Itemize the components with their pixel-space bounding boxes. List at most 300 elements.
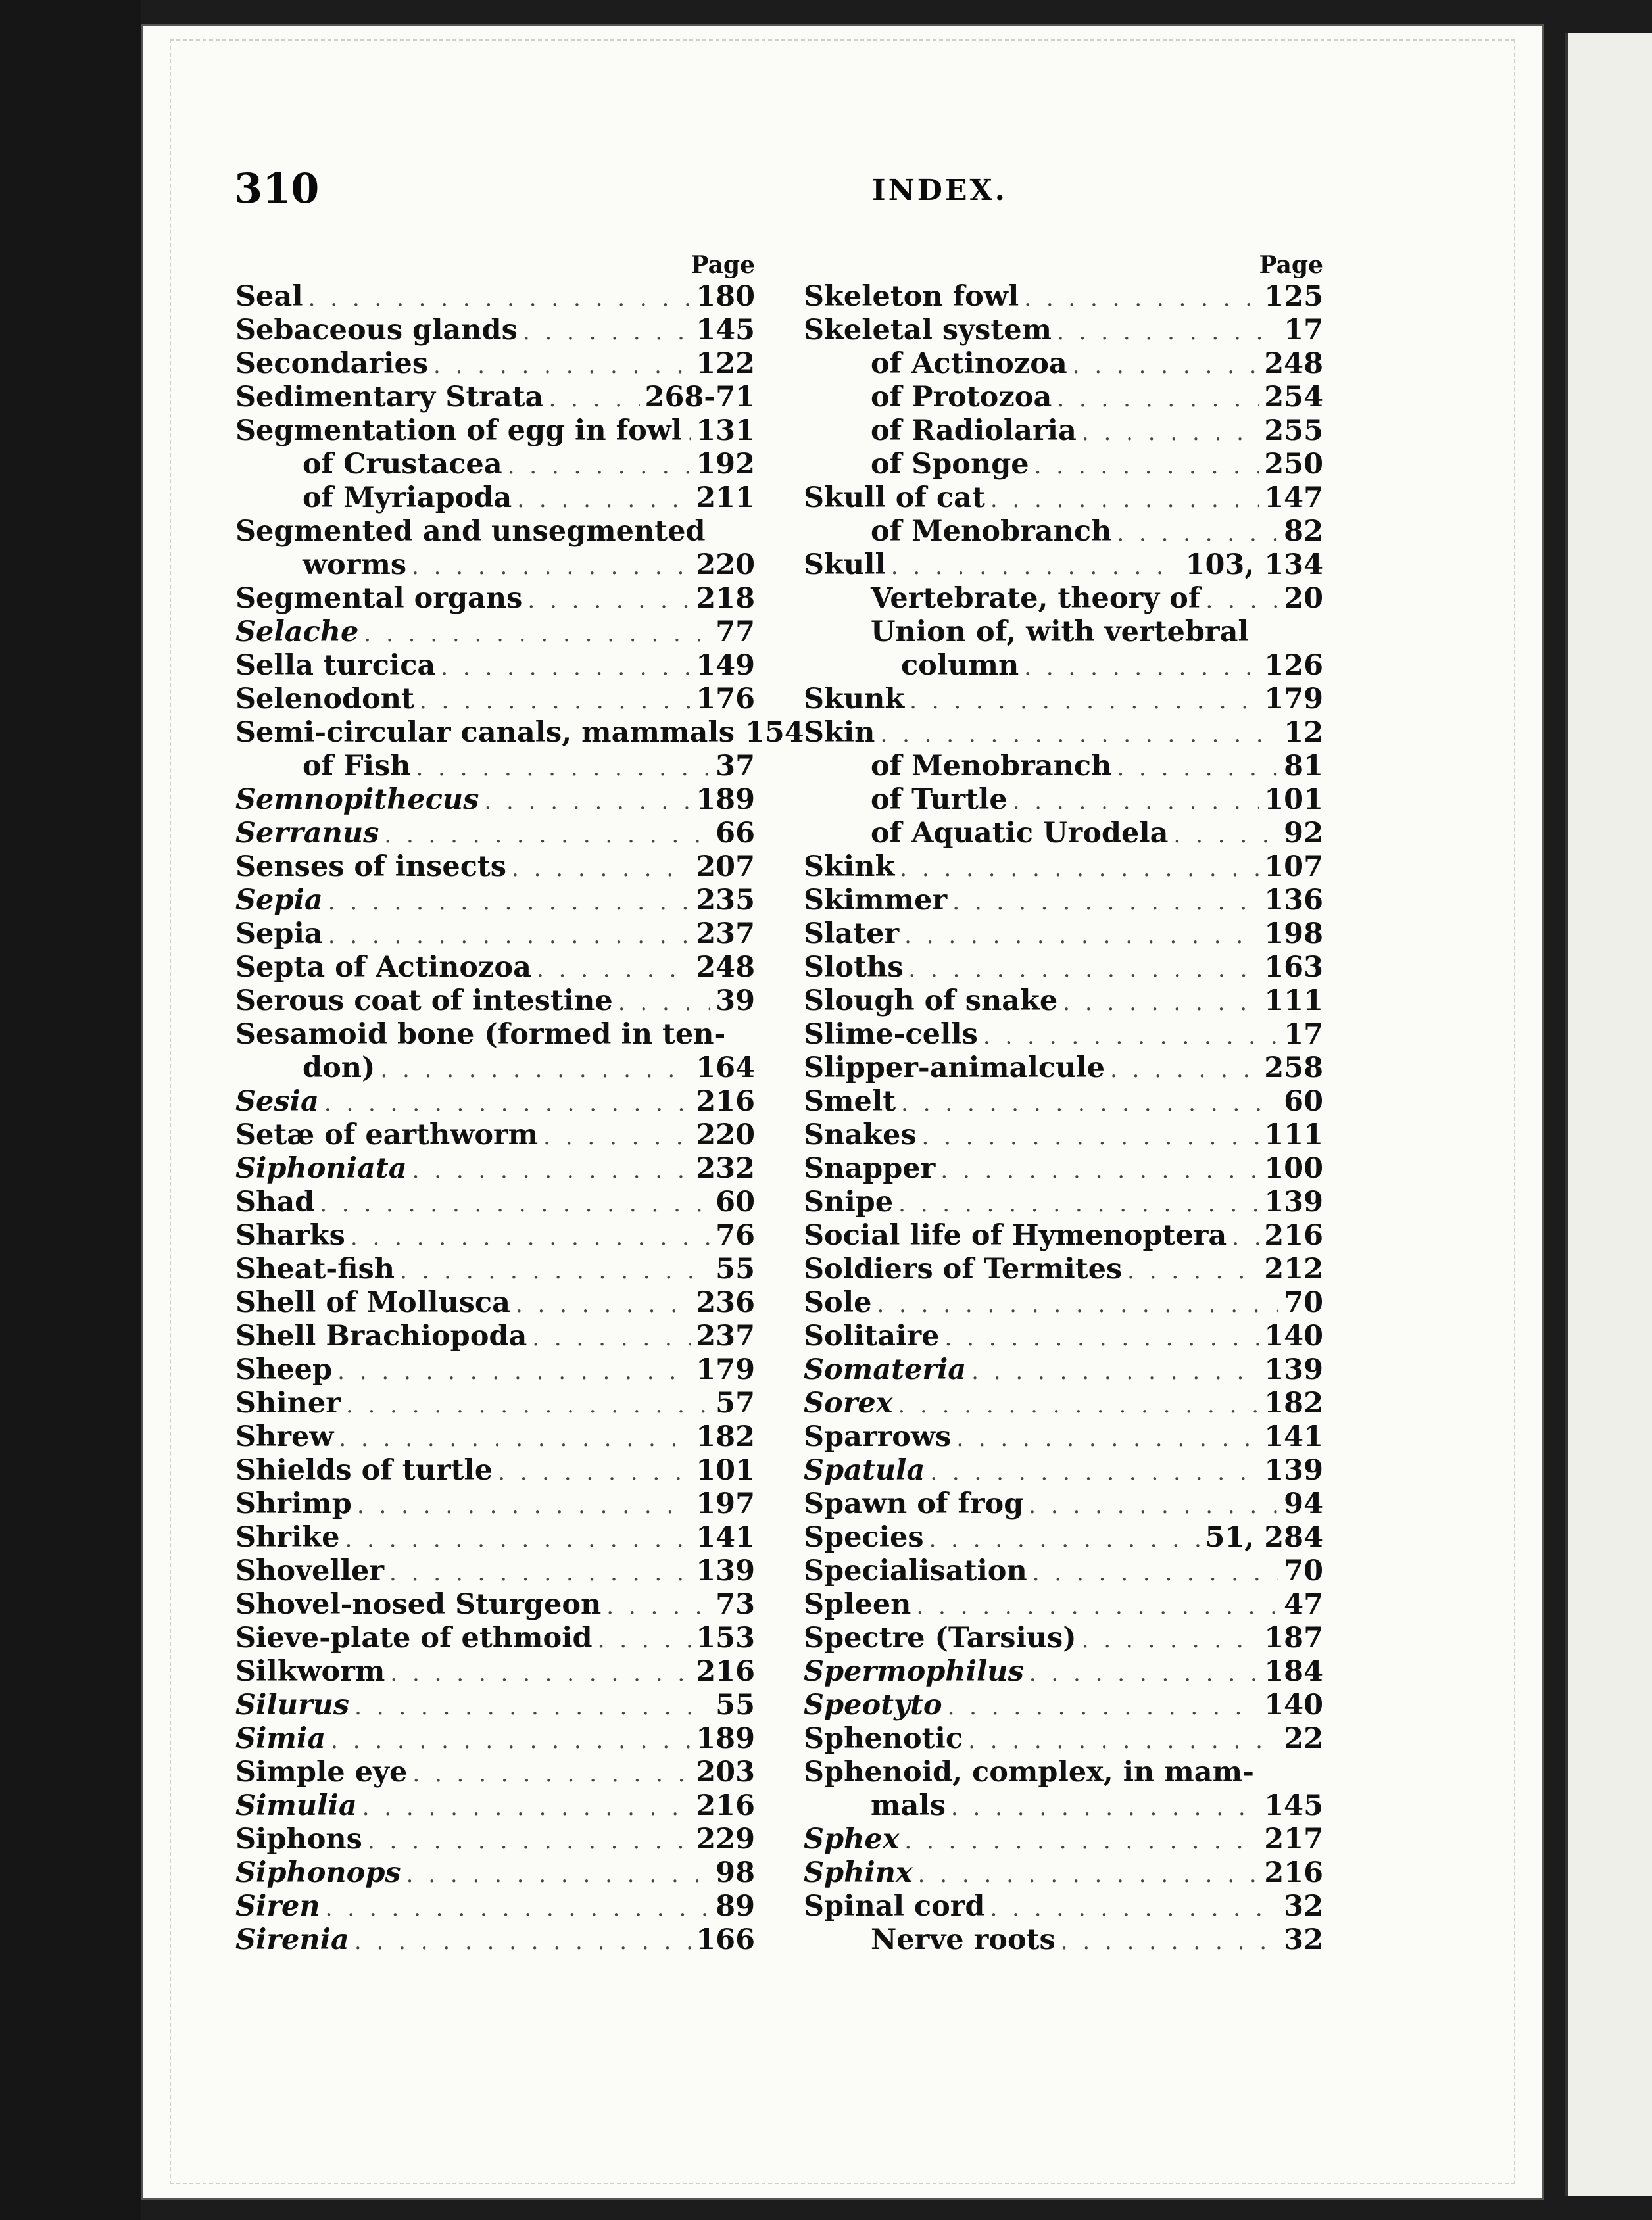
dot-leader [1063,986,1259,1020]
page-reference: 182 [1264,1387,1323,1420]
dot-leader [498,1456,691,1489]
index-term: Sebaceous glands [235,314,518,347]
index-term: Shrew [235,1420,334,1453]
index-term: Social life of Hymenoptera [804,1219,1227,1252]
dot-leader [380,1053,691,1087]
dot-leader [1117,752,1278,785]
index-entry [804,1588,1323,1622]
index-entry [235,750,755,783]
page-reference: 140 [1264,1689,1323,1722]
page-reference: 149 [696,649,755,682]
dot-leader [548,383,639,416]
index-entry [804,347,1323,381]
page-reference: 60 [1284,1085,1323,1118]
index-entry [804,515,1323,548]
index-term: Snakes [804,1119,917,1151]
dot-leader [1127,1255,1259,1288]
page-reference: 66 [716,817,755,850]
index-entry [235,1454,755,1487]
index-term: Selenodont [235,683,414,715]
index-entry [804,381,1323,414]
index-entry [804,1689,1323,1722]
index-term: mals [871,1789,946,1822]
index-term: of Myriapoda [303,481,512,514]
index-term: Skink [804,850,895,883]
page-reference: 103, 134 [1185,548,1323,581]
dot-leader [345,1523,691,1556]
page-reference: 216 [1264,1219,1323,1252]
dot-leader [1013,785,1259,819]
dot-leader [1032,1556,1278,1590]
page-reference: 17 [1284,1018,1323,1051]
index-entry [235,280,755,314]
index-term: Segmentation of egg in fowl [235,414,683,447]
index-entry [235,1890,755,1923]
dot-leader [532,1322,691,1355]
page-reference: 37 [716,750,755,783]
page-reference: 216 [696,1655,755,1688]
index-term: Septa of Actinozoa [235,951,531,984]
index-term: Secondaries [235,347,429,380]
index-entry [235,1119,755,1152]
page-reference: 81 [1284,750,1323,783]
index-term: Skunk [804,683,905,715]
index-term: Senses of insects [235,850,506,883]
index-term: Slough of snake [804,984,1058,1017]
page-reference: 203 [696,1756,755,1789]
dot-leader [324,1087,691,1121]
index-entry [804,850,1323,884]
dot-leader [1232,1221,1259,1255]
index-entry [235,515,755,548]
index-term: Shields of turtle [235,1454,493,1487]
index-term: Skimmer [804,884,948,917]
index-term: Union of, with vertebral [871,615,1249,648]
index-entry [804,1152,1323,1186]
index-term: Specialisation [804,1555,1027,1587]
page-reference: 218 [696,582,755,615]
dot-leader [891,550,1180,584]
index-term: Setæ of earthworm [235,1119,539,1151]
dot-leader [687,416,691,450]
page-reference: 141 [696,1521,755,1554]
page-reference: 131 [696,414,755,447]
index-term: Semnopithecus [235,783,479,816]
page-reference: 51, 284 [1205,1521,1323,1554]
dot-leader [990,483,1259,517]
index-entry [804,1085,1323,1119]
page-reference: 107 [1264,850,1323,883]
page-reference: 237 [696,917,755,950]
index-entry [804,1286,1323,1320]
page-reference: 32 [1284,1890,1323,1923]
page-reference: 126 [1264,649,1323,682]
adjacent-page-edge [1565,33,1652,2196]
index-term: Sesamoid bone (formed in ten- [235,1018,726,1051]
dot-leader [357,1489,691,1523]
index-entry [235,716,804,750]
index-entry [804,1253,1323,1286]
page-reference: 77 [716,615,755,648]
index-entry [804,716,1323,750]
dot-leader [1029,1489,1278,1523]
page-reference: 197 [696,1487,755,1520]
index-entry [235,582,755,615]
index-term: Serous coat of intestine [235,984,613,1017]
page-reference: 136 [1264,884,1323,917]
dot-leader [416,752,710,785]
index-entry [804,481,1323,515]
dot-leader [326,1892,710,1925]
index-term: Shovel-nosed Sturgeon [235,1588,602,1621]
index-entry [804,1487,1323,1521]
page-reference: 55 [716,1253,755,1286]
dot-leader [922,1121,1259,1154]
page-reference: 182 [696,1420,755,1453]
dot-leader [900,852,1259,886]
page-reference: 184 [1264,1655,1323,1688]
index-term: Sheep [235,1353,333,1386]
index-term: Serranus [235,817,379,850]
page-reference: 100 [1264,1152,1323,1185]
index-entry [804,683,1323,716]
page-reference: 101 [696,1454,755,1487]
dot-leader [916,1590,1278,1624]
index-term: Sesia [235,1085,319,1118]
dot-leader [527,584,691,617]
index-entry [804,917,1323,951]
index-entry [804,448,1323,481]
index-entry [235,817,755,850]
index-term: Sphenoid, complex, in mam- [804,1756,1254,1789]
index-term: of Radiolaria [871,414,1077,447]
page-reference: 125 [1264,280,1323,313]
index-term: Sloths [804,951,904,984]
page-reference: 216 [696,1085,755,1118]
dot-leader [606,1590,710,1624]
index-entry [804,1018,1323,1051]
page-reference: 212 [1264,1253,1323,1286]
dot-leader [618,986,710,1020]
index-entries [804,280,1323,1957]
index-entry [235,1655,755,1689]
scan-frame-left [0,0,141,2220]
dot-leader [918,1858,1259,1892]
page-reference: 111 [1264,1119,1323,1151]
index-entry [804,1823,1323,1856]
page-reference: 55 [716,1689,755,1722]
index-entry [235,1320,755,1353]
index-term: Snipe [804,1186,894,1219]
index-entry [235,1555,755,1588]
page-reference: 189 [696,783,755,816]
index-term: Spermophilus [804,1655,1024,1688]
index-entry [804,984,1323,1018]
index-term: worms [303,548,407,581]
index-entry [804,582,1323,615]
index-term: Siren [235,1890,320,1923]
index-term: Segmented and unsegmented [235,515,706,548]
page-reference: 22 [1284,1722,1323,1755]
index-term: Skull of cat [804,481,985,514]
dot-leader [971,1355,1259,1389]
index-entry [804,1219,1323,1253]
page-reference: 122 [696,347,755,380]
index-term: Skin [804,716,875,749]
index-entry [804,314,1323,347]
index-entry [804,1119,1323,1152]
index-term: Sirenia [235,1923,349,1956]
index-entry [804,750,1323,783]
index-term: Spleen [804,1588,911,1621]
dot-leader [1110,1053,1259,1087]
index-term: of Menobranch [871,750,1112,783]
index-entry [804,280,1323,314]
index-entry [804,884,1323,917]
index-term: Semi-circular canals, mammals [235,716,735,749]
page-reference: 268-71 [644,381,755,414]
index-term: Siphoniata [235,1152,407,1185]
index-term: Siphonops [235,1856,401,1889]
dot-leader [1057,316,1278,349]
index-entry [235,783,755,817]
dot-leader [517,483,691,517]
dot-leader [543,1121,691,1154]
dot-leader [308,282,691,316]
index-entry [235,1521,755,1555]
index-term: Segmental organs [235,582,523,615]
page-reference: 12 [1284,716,1323,749]
index-entry [804,951,1323,984]
dot-leader [433,349,691,383]
dot-leader [904,919,1259,953]
index-entry [804,1722,1323,1756]
index-entry [235,1789,755,1823]
page-reference: 139 [1264,1454,1323,1487]
page-reference: 139 [1264,1353,1323,1386]
dot-leader [389,1556,691,1590]
dot-leader [508,450,691,483]
index-entry [804,548,1323,582]
page-reference: 141 [1264,1420,1323,1453]
index-term: Sepia [235,884,323,917]
index-entry [804,1454,1323,1487]
index-term: of Menobranch [871,515,1112,548]
dot-leader [537,953,691,986]
dot-leader [880,718,1278,752]
dot-leader [1034,450,1259,483]
index-term: Simple eye [235,1756,408,1789]
index-term: Simulia [235,1789,357,1822]
index-entry [235,615,755,649]
index-entry [235,1353,755,1387]
index-term: Shrike [235,1521,340,1554]
dot-leader [1205,584,1278,617]
page-reference: 229 [696,1823,755,1856]
index-term: Vertebrate, theory of [871,582,1201,615]
index-entry [235,683,755,716]
dot-leader [331,1724,691,1758]
index-term: of Actinozoa [871,347,1067,380]
page-reference: 250 [1264,448,1323,481]
page-reference: 140 [1264,1320,1323,1353]
index-term: Sepia [235,917,323,950]
page-reference: 82 [1284,515,1323,548]
dot-leader [898,1389,1259,1422]
dot-leader [944,1322,1259,1355]
dot-leader [328,919,691,953]
index-entry [235,1622,755,1655]
index-term: Nerve roots [871,1923,1056,1956]
page-reference: 98 [716,1856,755,1889]
index-entry [804,1555,1323,1588]
dot-leader [1061,1925,1278,1959]
page-reference: 220 [696,548,755,581]
index-entry [804,817,1323,850]
dot-leader [968,1724,1278,1758]
index-entry [804,1420,1323,1454]
index-term: Species [804,1521,924,1554]
index-entry [235,649,755,683]
dot-leader [598,1624,691,1657]
page-reference: 248 [696,951,755,984]
index-term: Snapper [804,1152,936,1185]
page-reference: 254 [1264,381,1323,414]
page-reference: 32 [1284,1923,1323,1956]
page-reference: 139 [696,1555,755,1587]
index-entry [235,448,755,481]
dot-leader [1057,383,1259,416]
dot-leader [904,1825,1259,1858]
index-entry [235,984,755,1018]
dot-leader [930,1456,1259,1489]
index-entry [804,1320,1323,1353]
page-reference: 248 [1264,347,1323,380]
index-entry [235,1387,755,1420]
index-term: Somateria [804,1353,967,1386]
dot-leader [441,651,691,685]
page-reference: 47 [1284,1588,1323,1621]
index-term: Simia [235,1722,326,1755]
dot-leader [516,1288,691,1322]
dot-leader [420,685,691,718]
index-term: Silkworm [235,1655,385,1688]
index-term: Shoveller [235,1555,385,1587]
dot-leader [908,953,1259,986]
page-reference: 198 [1264,917,1323,950]
index-term: Spatula [804,1454,925,1487]
dot-leader [412,1154,691,1188]
page-column-label: Page [691,251,755,279]
page-reference: 180 [696,280,755,313]
dot-leader [339,1422,691,1456]
page-reference: 70 [1284,1286,1323,1319]
index-term: Smelt [804,1085,896,1118]
dot-leader [364,617,710,651]
page-reference: 145 [696,314,755,347]
page-reference: 207 [696,850,755,883]
dot-leader [929,1523,1200,1556]
index-entry [235,1420,755,1454]
page-header [0,164,1652,217]
index-entry [235,548,755,582]
dot-leader [1073,349,1259,383]
page-reference: 60 [716,1186,755,1219]
page-reference: 179 [1264,683,1323,715]
dot-leader [390,1657,691,1691]
index-term: Sphenotic [804,1722,963,1755]
index-term: Slime-cells [804,1018,978,1051]
index-entry [235,1051,755,1085]
page-column-label: Page [1259,251,1323,279]
index-column-left [235,250,804,1957]
page-reference: 236 [696,1286,755,1319]
page-reference: 39 [716,984,755,1017]
index-term: Spinal cord [804,1890,985,1923]
page-reference: 94 [1284,1487,1323,1520]
page-reference: 145 [1264,1789,1323,1822]
index-term: Sella turcica [235,649,436,682]
index-entry [804,1856,1323,1890]
dot-leader [990,1892,1278,1925]
index-term: Spawn of frog [804,1487,1024,1520]
index-term: Soldiers of Termites [804,1253,1123,1286]
index-entry [235,1823,755,1856]
index-entry [235,347,755,381]
index-entry [235,481,755,515]
page-reference: 216 [696,1789,755,1822]
dot-leader [362,1791,691,1825]
index-entry [804,1890,1323,1923]
page-reference: 217 [1264,1823,1323,1856]
page-reference: 216 [1264,1856,1323,1889]
index-term: Slipper-animalcule [804,1051,1105,1084]
index-term: Shiner [235,1387,341,1420]
index-term: Silurus [235,1689,350,1722]
page-reference: 235 [696,884,755,917]
index-term: Shell of Mollusca [235,1286,510,1319]
dot-leader [400,1255,710,1288]
dot-leader [1024,282,1259,316]
index-entry [235,1286,755,1320]
dot-leader [952,886,1259,919]
index-term: Sharks [235,1219,345,1252]
index-term: Shrimp [235,1487,352,1520]
page-reference: 237 [696,1320,755,1353]
dot-leader [337,1355,691,1389]
dot-leader [354,1925,691,1959]
dot-leader [951,1791,1259,1825]
page-reference: 258 [1264,1051,1323,1084]
index-term: Sphinx [804,1856,913,1889]
dot-leader [523,316,691,349]
page-reference: 101 [1264,783,1323,816]
index-entry [235,1923,755,1957]
dot-leader [983,1020,1278,1053]
index-term: Shad [235,1186,315,1219]
index-term: Seal [235,280,303,313]
page-reference: 76 [716,1219,755,1252]
dot-leader [354,1691,710,1724]
dot-leader [901,1087,1278,1121]
dot-leader [940,1154,1259,1188]
index-term: Sieve-plate of ethmoid [235,1622,593,1654]
index-term: Selache [235,615,359,648]
index-term: Sphex [804,1823,900,1856]
index-entry [235,1186,755,1219]
page-reference: 17 [1284,314,1323,347]
page-reference: 166 [696,1923,755,1956]
